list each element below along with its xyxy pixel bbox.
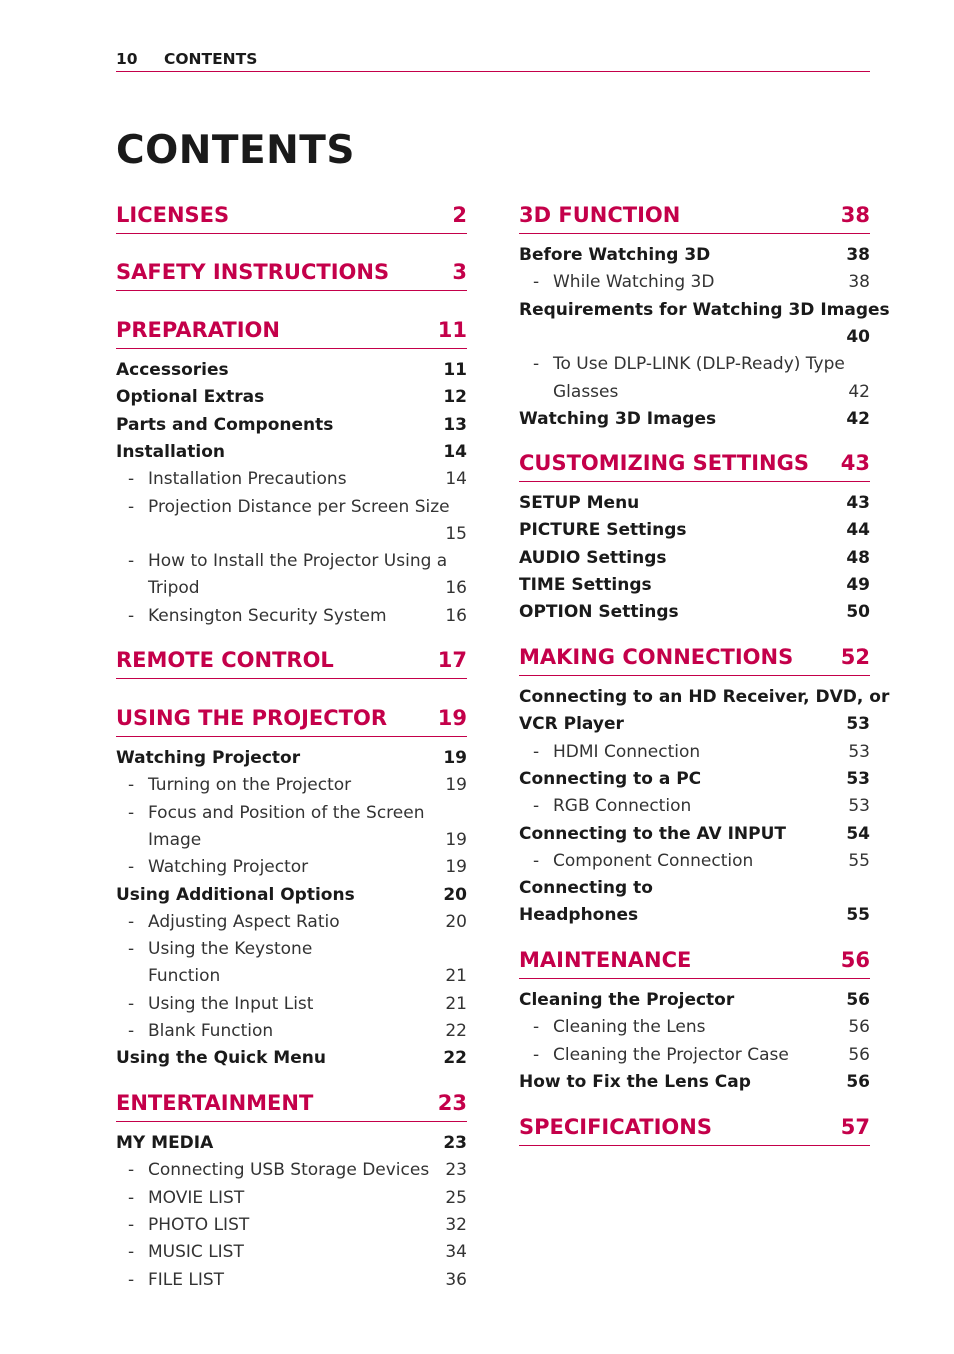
- toc-section-page: 19: [437, 706, 467, 730]
- toc-entry-page: 15: [445, 523, 467, 544]
- toc-entry-text: RGB Connection: [553, 796, 692, 817]
- toc-entry-text: Accessories: [116, 360, 229, 380]
- toc-section-title: ENTERTAINMENT: [116, 1091, 314, 1115]
- toc-entry-page: 42: [848, 381, 870, 402]
- toc-entry-page: 54: [846, 823, 870, 844]
- toc-entry-dash: -: [128, 496, 135, 517]
- toc-entry-page: 44: [846, 520, 870, 541]
- toc-section-title: CUSTOMIZING SETTINGS: [519, 451, 809, 475]
- toc-entry-dash: -: [128, 775, 135, 796]
- toc-entry-page: 21: [445, 966, 467, 987]
- toc-entry-page: 13: [443, 414, 467, 435]
- toc-entry-text: Adjusting Aspect Ratio: [148, 911, 340, 932]
- toc-entry-page: 42: [846, 408, 870, 429]
- toc-entry-text: How to Fix the Lens Cap: [519, 1071, 751, 1092]
- toc-entry-text: SETUP Menu: [519, 493, 640, 513]
- toc-entry-page: 20: [443, 884, 467, 905]
- toc-entry-text: To Use DLP-LINK (DLP-Ready) Type: [553, 354, 845, 375]
- toc-entry-text: Using the Input List: [148, 993, 314, 1014]
- toc-entry-page: 32: [445, 1214, 467, 1235]
- toc-entry-page: 43: [846, 493, 870, 513]
- toc-entry-text: PHOTO LIST: [148, 1214, 250, 1235]
- toc-entry-text: Using the Quick Menu: [116, 1048, 326, 1069]
- toc-entry-page: 56: [848, 1017, 870, 1038]
- toc-entry-dash: -: [533, 796, 540, 817]
- toc-section-left-3[interactable]: [116, 645, 467, 679]
- toc-entry-text: Kensington Security System: [148, 605, 387, 626]
- toc-entry-dash: -: [128, 1214, 135, 1235]
- toc-entry-text: Connecting USB Storage Devices: [148, 1160, 430, 1181]
- toc-entry-text: PICTURE Settings: [519, 520, 687, 541]
- toc-entry-text: Cleaning the Projector: [519, 990, 735, 1010]
- toc-entry-text: Connecting to the AV INPUT: [519, 823, 787, 844]
- toc-section-title: SAFETY INSTRUCTIONS: [116, 260, 390, 284]
- toc-section-page: 56: [840, 948, 870, 972]
- header-page-number: 10: [116, 50, 138, 68]
- toc-section-left-0[interactable]: [116, 200, 467, 234]
- toc-entry-text: Using Additional Options: [116, 884, 355, 905]
- toc-entry-page: 38: [846, 245, 870, 265]
- toc-entry-page: 23: [445, 1160, 467, 1181]
- toc-section-page: 17: [437, 648, 467, 672]
- toc-entry-dash: -: [533, 354, 540, 375]
- toc-entry-text: Connecting to an HD Receiver, DVD, or: [519, 687, 890, 707]
- toc-section-left-1[interactable]: [116, 257, 467, 291]
- toc-entry-page: 16: [445, 578, 467, 599]
- toc-entry-dash: -: [128, 551, 135, 572]
- toc-entry-page: 19: [445, 857, 467, 878]
- toc-section-title: MAINTENANCE: [519, 948, 692, 972]
- toc-entry-page: 19: [445, 775, 467, 796]
- toc-entry-text: Image: [148, 829, 202, 850]
- toc-entry-page: 14: [443, 441, 467, 462]
- toc-entry-text: MY MEDIA: [116, 1133, 214, 1153]
- toc-section-title: PREPARATION: [116, 318, 280, 342]
- toc-entry-dash: -: [128, 605, 135, 626]
- toc-entry-text: Blank Function: [148, 1021, 274, 1041]
- toc-section-page: 2: [452, 203, 467, 227]
- toc-entry-dash: -: [128, 802, 135, 823]
- toc-entry-page: 19: [443, 748, 467, 768]
- toc-section-title: MAKING CONNECTIONS: [519, 645, 794, 669]
- toc-entry-page: 55: [846, 905, 870, 926]
- toc-entry-text: Using the Keystone: [148, 939, 313, 960]
- toc-section-right-3[interactable]: [519, 945, 870, 979]
- toc-entry-page: 20: [445, 911, 467, 932]
- running-header: [116, 48, 870, 72]
- toc-entry-text: Turning on the Projector: [148, 775, 352, 796]
- toc-section-left-4[interactable]: [116, 703, 467, 737]
- header-title: CONTENTS: [164, 50, 258, 68]
- toc-entry-text: Headphones: [519, 905, 639, 926]
- toc-entry-page: 48: [846, 547, 870, 568]
- toc-entry-dash: -: [128, 939, 135, 960]
- toc-entry-page: 22: [445, 1021, 467, 1041]
- toc-entry-text: Cleaning the Lens: [553, 1017, 706, 1038]
- toc-entry-dash: -: [128, 857, 135, 878]
- toc-entry-dash: -: [533, 850, 540, 871]
- toc-entry-text: Focus and Position of the Screen: [148, 802, 425, 823]
- toc-section-right-4[interactable]: [519, 1112, 870, 1146]
- toc-section-page: 3: [452, 260, 467, 284]
- toc-section-title: 3D FUNCTION: [519, 203, 681, 227]
- toc-entry-page: 11: [443, 360, 467, 380]
- toc-entry-dash: -: [128, 993, 135, 1014]
- toc-section-page: 43: [840, 451, 870, 475]
- toc-entry-dash: -: [128, 1160, 135, 1181]
- toc-entry-text: TIME Settings: [519, 574, 652, 595]
- toc-entry-dash: -: [533, 1017, 540, 1038]
- toc-entry-page: 56: [846, 990, 870, 1010]
- toc-section-title: SPECIFICATIONS: [519, 1115, 712, 1139]
- toc-entry-page: 12: [443, 387, 467, 408]
- toc-entry-dash: -: [128, 1021, 135, 1041]
- toc-entry-page: 49: [846, 574, 870, 595]
- toc-entry-text: AUDIO Settings: [519, 547, 667, 568]
- toc-entry-text: Optional Extras: [116, 387, 265, 408]
- toc-entry-text: MOVIE LIST: [148, 1187, 245, 1208]
- toc-section-title: USING THE PROJECTOR: [116, 706, 388, 730]
- toc-section-page: 23: [437, 1091, 467, 1115]
- toc-entry-dash: -: [533, 1044, 540, 1065]
- toc-section-right-1[interactable]: [519, 448, 870, 482]
- toc-section-page: 38: [840, 203, 870, 227]
- toc-section-title: REMOTE CONTROL: [116, 648, 334, 672]
- toc-entry-page: 22: [443, 1048, 467, 1069]
- toc-entry-page: 55: [848, 850, 870, 871]
- toc-entry-text: MUSIC LIST: [148, 1242, 244, 1263]
- toc-entry-text: Connecting to a PC: [519, 768, 702, 789]
- toc-entry-text: Glasses: [553, 381, 619, 402]
- toc-section-left-5[interactable]: [116, 1088, 467, 1122]
- toc-entry-dash: -: [128, 1187, 135, 1208]
- page-title: CONTENTS: [116, 128, 355, 173]
- toc-entry-text: How to Install the Projector Using a: [148, 551, 448, 572]
- toc-entry-dash: -: [533, 272, 540, 293]
- toc-entry-page: 53: [846, 714, 870, 735]
- toc-section-right-2[interactable]: [519, 642, 870, 676]
- toc-entry-text: FILE LIST: [148, 1269, 225, 1290]
- toc-entry-page: 53: [848, 796, 870, 817]
- toc-entry-text: Installation: [116, 441, 226, 462]
- toc-entry-text: Tripod: [148, 578, 200, 599]
- toc-entry-text: Connecting to: [519, 878, 653, 899]
- toc-entry-page: 50: [846, 602, 870, 623]
- toc-entry-dash: -: [128, 469, 135, 490]
- toc-entry-text: Watching Projector: [116, 748, 301, 768]
- toc-section-page: 11: [437, 318, 467, 342]
- toc-entry-text: OPTION Settings: [519, 602, 679, 623]
- toc-entry-page: 53: [848, 741, 870, 762]
- toc-entry-text: HDMI Connection: [553, 741, 701, 762]
- toc-entry-text: Projection Distance per Screen Size: [148, 496, 450, 517]
- toc-entry-page: 19: [445, 829, 467, 850]
- toc-entry-text: While Watching 3D: [553, 272, 715, 293]
- toc-entry-text: Requirements for Watching 3D Images: [519, 299, 890, 320]
- toc-entry-text: VCR Player: [519, 714, 624, 735]
- toc-section-right-0[interactable]: [519, 200, 870, 234]
- toc-entry-text: Component Connection: [553, 850, 754, 871]
- toc-entry-text: Watching Projector: [148, 857, 309, 878]
- toc-entry-text: Before Watching 3D: [519, 245, 711, 265]
- toc-section-page: 57: [840, 1115, 870, 1139]
- toc-entry-page: 38: [848, 272, 870, 293]
- toc-entry-page: 56: [848, 1044, 870, 1065]
- toc-entry-page: 56: [846, 1071, 870, 1092]
- toc-entry-page: 23: [443, 1133, 467, 1153]
- toc-entry-page: 21: [445, 993, 467, 1014]
- toc-entry-dash: -: [128, 1269, 135, 1290]
- toc-entry-text: Parts and Components: [116, 414, 334, 435]
- toc-entry-page: 14: [445, 469, 467, 490]
- toc-entry-page: 40: [846, 326, 870, 347]
- toc-entry-text: Watching 3D Images: [519, 408, 717, 429]
- toc-section-left-2[interactable]: [116, 315, 467, 349]
- toc-entry-page: 16: [445, 605, 467, 626]
- toc-entry-page: 36: [445, 1269, 467, 1290]
- toc-entry-dash: -: [533, 741, 540, 762]
- toc-section-title: LICENSES: [116, 203, 230, 227]
- toc-entry-dash: -: [128, 1242, 135, 1263]
- toc-entry-page: 53: [846, 768, 870, 789]
- toc-entry-text: Cleaning the Projector Case: [553, 1044, 789, 1065]
- toc-entry-page: 34: [445, 1242, 467, 1263]
- toc-entry-page: 25: [445, 1187, 467, 1208]
- toc-section-page: 52: [840, 645, 870, 669]
- toc-entry-dash: -: [128, 911, 135, 932]
- toc-entry-text: Function: [148, 966, 221, 987]
- toc-entry-text: Installation Precautions: [148, 469, 347, 490]
